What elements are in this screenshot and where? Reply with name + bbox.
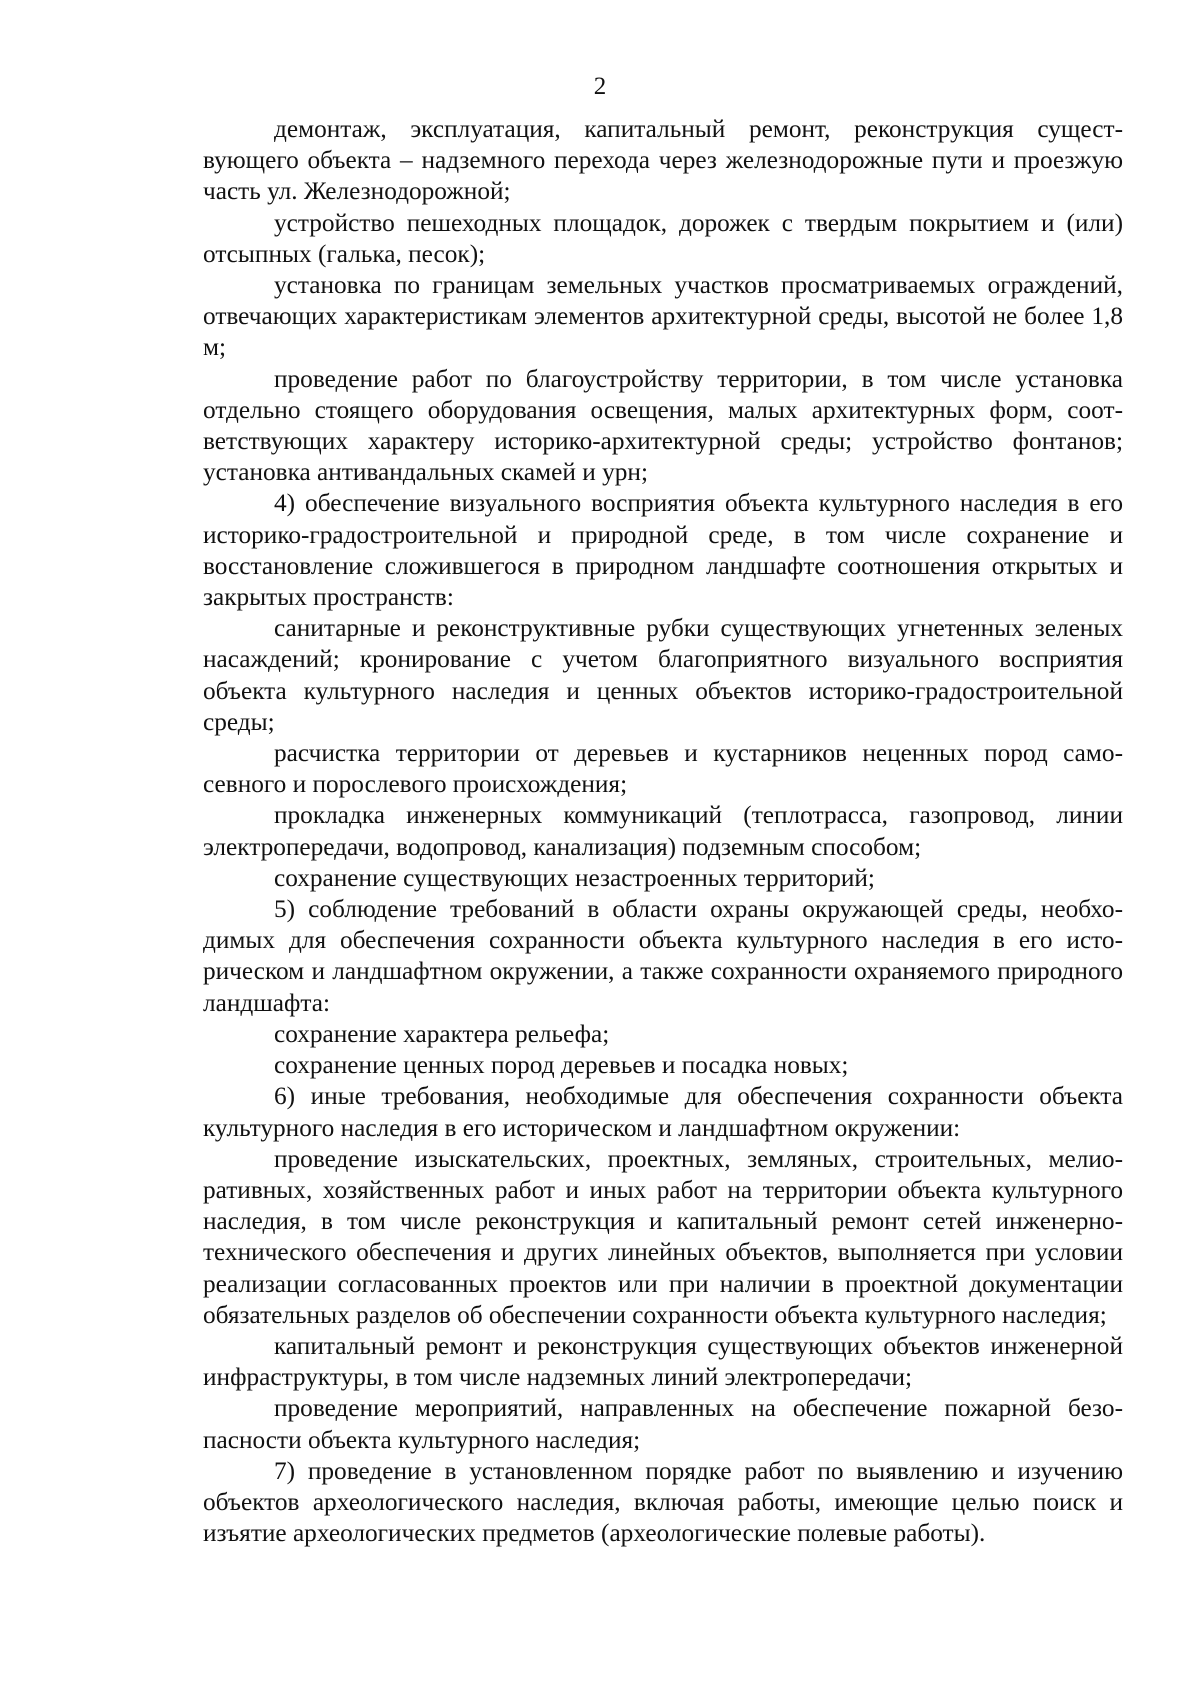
paragraph-landscaping: проведение работ по благоустройству территории, в том числе установка отдельно стоящего оборудования освещения, малых архитектурных форм, соответствующих характеру историко-архитектурной среды; устройство фонтанов; установка антивандальных скамей и урн; — [203, 364, 1123, 487]
document-body — [203, 114, 1123, 1549]
paragraph-clearing-territory: расчистка территории от деревьев и кустарников неценных пород самосевного и порослевого происхождения; — [203, 739, 1123, 799]
paragraph-relief: сохранение характера рельефа; — [274, 1019, 610, 1048]
paragraph-sanitary-felling: санитарные и реконструктивные рубки существующих угнетенных зеленых насаждений; кронирование с учетом благоприятного визуального восприятия объекта культурного наследия и ценных объектов историко-градостроительной среды; — [203, 614, 1123, 736]
paragraph-undeveloped-areas: сохранение существующих незастроенных территорий; — [274, 863, 875, 892]
paragraph-item-4-visual-perception: 4) обеспечение визуального восприятия объекта культурного наследия в его историко-градостроительной и природной среде, в том числе сохранение и восстановление сложившегося в природном ландшафте соотношения открытых и закрытых пространств: — [203, 489, 1123, 612]
paragraph-fencing: установка по границам земельных участков просматриваемых ограждений, отвечающих характеристикам элементов архитектурной среды, высотой не более 1,8 м; — [203, 271, 1123, 362]
paragraph-pedestrian-areas: устройство пешеходных площадок, дорожек с твердым покрытием и (или) отсыпных (галька, песок); — [203, 208, 1123, 268]
paragraph-item-6-other-requirements: 6) иные требования, необходимые для обеспечения сохранности объекта культурного наследия в его историческом и ландшафтном окружении: — [203, 1082, 1123, 1142]
page-number: 2 — [593, 73, 607, 100]
paragraph-dismantling: демонтаж, эксплуатация, капитальный ремонт, реконструкция существующего объекта – надземного перехода через железнодорожные пути и проезжую часть ул. Железнодорожной; — [203, 115, 1123, 206]
paragraph-infrastructure-repair: капитальный ремонт и реконструкция существующих объектов инженерной инфраструктуры, в том числе надземных линий электропередачи; — [203, 1331, 1123, 1392]
paragraph-item-7-archaeology: 7) проведение в установленном порядке работ по выявлению и изучению объектов археологического наследия, включая работы, имеющие целью поиск и изъятие археологических предметов (археологические полевые работы). — [203, 1456, 1123, 1548]
paragraph-fire-safety: проведение мероприятий, направленных на обеспечение пожарной безопасности объекта культурного наследия; — [203, 1394, 1123, 1454]
paragraph-survey-works: проведение изыскательских, проектных, земляных, строительных, мелиоративных, хозяйственных работ и иных работ на территории объекта культурного наследия, в том числе реконструкция и капитальный ремонт сетей инженерно-технического обеспечения и других линейных объектов, выполняется при условии реализации согласованных проектов или при наличии в проектной документации обязательных разделов об обеспечении сохранности объекта культурного наследия; — [203, 1144, 1123, 1329]
paragraph-item-5-environment: 5) соблюдение требований в области охраны окружающей среды, необходимых для обеспечения сохранности объекта культурного наследия в его историческом и ландшафтном окружении, а также сохранности охраняемого природного ландшафта: — [203, 895, 1123, 1017]
paragraph-trees: сохранение ценных пород деревьев и посадка новых; — [274, 1051, 849, 1080]
paragraph-utilities-underground: прокладка инженерных коммуникаций (теплотрасса, газопровод, линии электропередачи, водопровод, канализация) подземным способом; — [203, 801, 1123, 861]
